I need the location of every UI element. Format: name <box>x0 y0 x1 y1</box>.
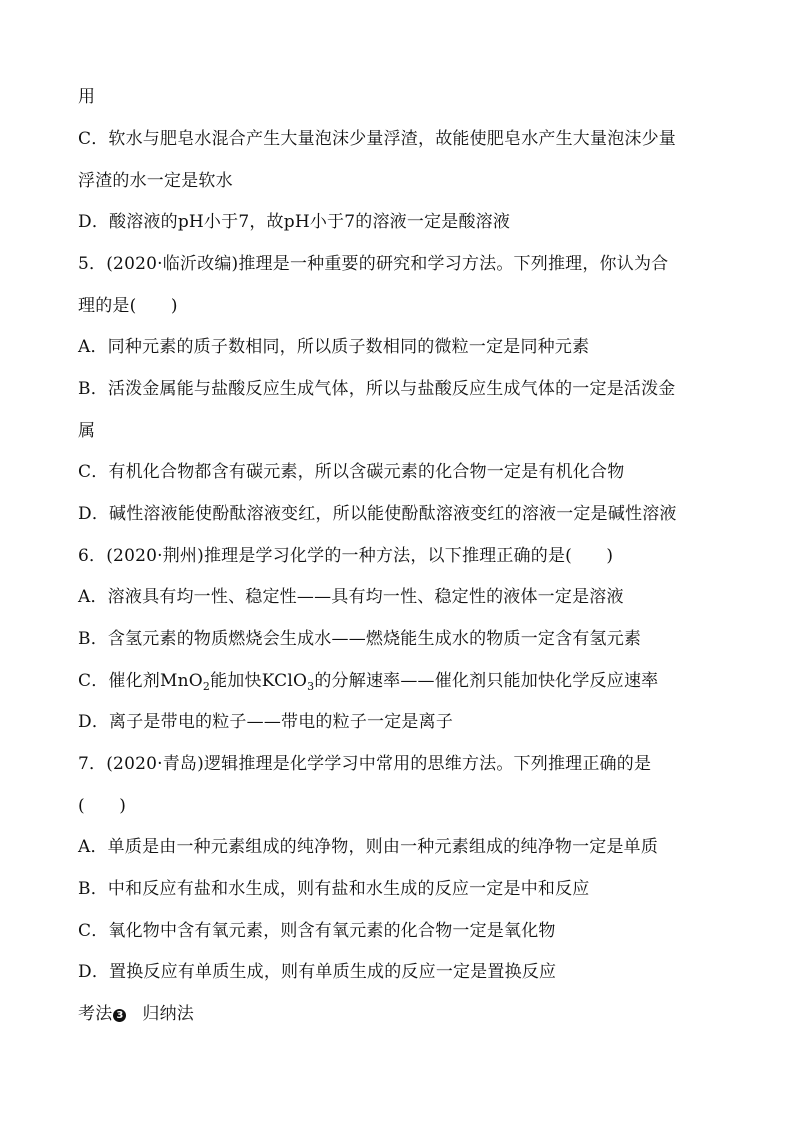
question-7-option-b: B．中和反应有盐和水生成，则有盐和水生成的反应一定是中和反应 <box>78 879 590 899</box>
question-5-option-b: B．活泼金属能与盐酸反应生成气体，所以与盐酸反应生成气体的一定是活泼金 <box>78 379 676 399</box>
question-7-stem-cont: ( ) <box>78 796 127 816</box>
question-7-option-a: A．单质是由一种元素组成的纯净物，则由一种元素组成的纯净物一定是单质 <box>78 837 659 857</box>
question-6-option-a: A．溶液具有均一性、稳定性——具有均一性、稳定性的液体一定是溶液 <box>78 587 624 607</box>
question-5-option-c: C．有机化合物都含有碳元素，所以含碳元素的化合物一定是有机化合物 <box>78 462 625 482</box>
question-7-option-d: D．置换反应有单质生成，则有单质生成的反应一定是置换反应 <box>78 962 557 982</box>
text-line: 浮渣的水一定是软水 <box>78 171 233 191</box>
question-6-stem: 6．(2020·荆州)推理是学习化学的一种方法，以下推理正确的是( ) <box>78 546 614 566</box>
question-7-option-c: C．氧化物中含有氧元素，则含有氧元素的化合物一定是氧化物 <box>78 921 556 941</box>
question-6-option-c <box>78 670 658 698</box>
subscript: 2 <box>202 680 211 693</box>
option-text: 的分解速率——催化剂只能加快化学反应速率 <box>314 671 659 691</box>
question-6-option-d: D．离子是带电的粒子——带电的粒子一定是离子 <box>78 712 454 732</box>
circled-number-icon: 3 <box>113 1009 126 1022</box>
question-5-stem: 5．(2020·临沂改编)推理是一种重要的研究和学习方法。下列推理，你认为合 <box>78 254 669 274</box>
subscript: 3 <box>307 680 315 693</box>
option-text: 能加快KClO <box>210 671 308 691</box>
option-c-line: C．软水与肥皂水混合产生大量泡沫少量浮渣，故能使肥皂水产生大量泡沫少量 <box>78 129 677 149</box>
question-6-option-b: B．含氢元素的物质燃烧会生成水——燃烧能生成水的物质一定含有氢元素 <box>78 629 642 649</box>
question-5-stem-cont: 理的是( ) <box>78 296 178 316</box>
question-5-option-d: D．碱性溶液能使酚酞溶液变红，所以能使酚酞溶液变红的溶液一定是碱性溶液 <box>78 504 677 524</box>
section-label: 考法 <box>78 1004 113 1024</box>
section-title: 归纳法 <box>142 1004 195 1024</box>
question-5-option-a: A．同种元素的质子数相同，所以质子数相同的微粒一定是同种元素 <box>78 337 590 357</box>
question-7-stem: 7．(2020·青岛)逻辑推理是化学学习中常用的思维方法。下列推理正确的是 <box>78 754 652 774</box>
option-text: C．催化剂MnO <box>78 671 203 691</box>
option-d-line: D．酸溶液的pH小于7，故pH小于7的溶液一定是酸溶液 <box>78 212 511 232</box>
section-heading <box>78 1003 194 1025</box>
text-line: 用 <box>78 87 96 107</box>
text-line: 属 <box>78 421 96 441</box>
